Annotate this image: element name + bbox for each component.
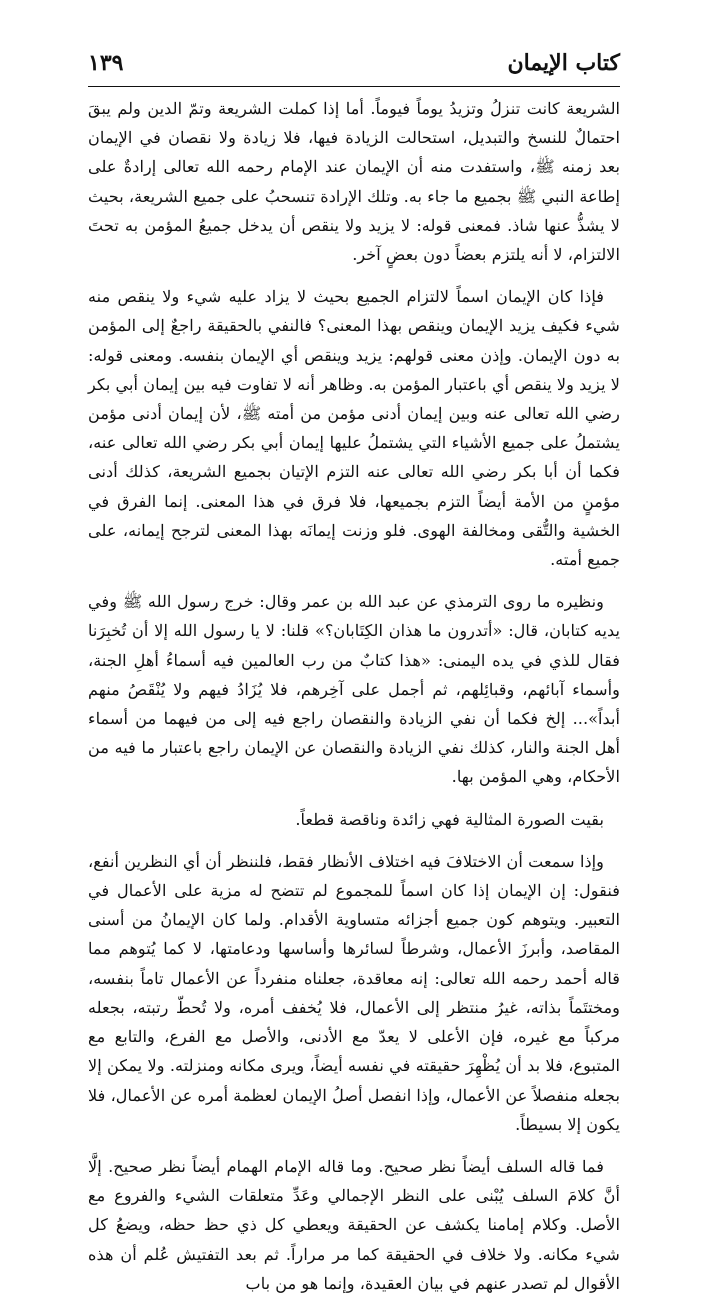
page-body bbox=[88, 94, 620, 1311]
paragraph: الشريعة كانت تنزلُ وتزيدُ يوماً فيوماً. أما إذا كملت الشريعة وتمّ الدين ولم يبقَ احتمالٌ للنسخ والتبديل، استحالت الزيادة فيها، فلا زيادة ولا نقصان في الإيمان بعد زمنه ﷺ، واستفدت منه أن الإيمان عند الإمام رحمه الله تعالى إرادةٌ على إطاعة النبي ﷺ بجميع ما جاء به. وتلك الإرادة تنسحبُ على جميع الشريعة، بحيث لا يشذُّ عنها شاذ. فمعنى قوله: لا يزيد ولا ينقص أن يدخل جميعُ المؤمن به تحتَ الالتزام، لا أنه يلتزم بعضاً دون بعضٍ آخر. bbox=[88, 99, 620, 265]
paragraph: ونظيره ما روى الترمذي عن عبد الله بن عمر وقال: خرج رسول الله ﷺ وفي يديه كتابان، قال: «أتدرون ما هذان الكِتَابان؟» قلنا: لا يا رسول الله إلا أن تُخبِرَنا فقال للذي في يده اليمنى: «هذا كتابٌ من رب العالمين فيه أسماءُ أهلِ الجنة، وأسماء آبائهم، وقبائِلهم، ثم أجمل على آخِرهم، فلا يُزَادُ فيهم ولا يُنْقَصُ منهم أبداً»... إلخ فكما أن نفي الزيادة والنقصان راجع فيه إلى من فيهما من أسماء أهل الجنة والنار، كذلك نفي الزيادة والنقصان عن الإيمان راجع باعتبار ما فيه من الأحكام، وهي المؤمن بها. bbox=[88, 592, 620, 787]
paragraph: فما قاله السلف أيضاً نظر صحيح. وما قاله الإمام الهمام أيضاً نظر صحيح. إلَّا أنَّ كلامَ السلف يُبْنى على النظر الإجمالي وعَدِّ متعلقات الشيء والفروع مع الأصل. وكلام إمامنا يكشف عن الحقيقة ويعطي كل ذي حظ حظه، ويضعُ كل شيء مكانه. ولا خلاف في الحقيقة كما مر مراراً. ثم بعد التفتيش عُلم أن هذه الأقوال لم تصدر عنهم في بيان العقيدة، وإنما هو من باب bbox=[88, 1156, 620, 1293]
paragraph: فإذا كان الإيمان اسماً لالتزام الجميع بحيث لا يزاد عليه شيء ولا ينقص منه شيء فكيف يزيد الإيمان وينقص بهذا المعنى؟ فالنفي بالحقيقة راجعٌ إلى المؤمن به دون الإيمان. وإذن معنى قولهم: يزيد وينقص أي الإيمان بنفسه. ومعنى قوله: لا يزيد ولا ينقص أي باعتبار المؤمن به. وظاهر أنه لا تفاوت فيه بين إيمان أبي بكر رضي الله تعالى عنه وبين إيمان أدنى مؤمن من أمته ﷺ، لأن إيمان أدنى مؤمن يشتملُ على جميع الأشياء التي يشتملُ عليها إيمان أبي بكر رضي الله تعالى عنه، فكما أن أبا بكر رضي الله تعالى عنه التزم الإتيان بجميع الشريعة، كذلك أدنى مؤمنٍ من الأمة أيضاً التزم بجميعها، فلا فرق في هذا المعنى. إنما الفرق في الخشية والتُّقى ومخالفة الهوى. فلو وزنت إيمانَه بهذا المعنى لترجح إيمانه، على جميع أمته. bbox=[88, 287, 620, 570]
running-title: كتاب الإيمان bbox=[507, 50, 620, 76]
page-header bbox=[88, 46, 620, 87]
paragraph: بقيت الصورة المثالية فهي زائدة وناقصة قطعاً. bbox=[295, 809, 604, 829]
paragraph: وإذا سمعت أن الاختلافَ فيه اختلاف الأنظار فقط، فلننظر أن أي النظرين أنفع، فنقول: إن الإيمان إذا كان اسماً للمجموع لم تتضح له مزية على الأعمال في التعبير. ويتوهم كون جميع أجزائه متساوية الأقدام. ولما كان الإيمانُ من أسنى المقاصد، وأبرزَ الأعمال، وشرطاً لسائرها وأساسها ودعامتها، لا كما يُتوهم مما قاله أحمد رحمه الله تعالى: إنه معاقدة، جعلناه منفرداً عن الأعمال تاماً بنفسه، ومختتَماً بذاته، غيرُ منتظر إلى الأعمال، فلا يُخفف أمره، ولا تُحطّ رتبته، بجعله مركباً مع غيره، فإن الأعلى لا يعدّ مع الأدنى، والأصل مع الفرع، والتابع مع المتبوع، فلا بد أن يُظْهِرَ حقيقته في نفسه أيضاً، ويرى مكانه ومنزلته. ولا يمكن إلا بجعله منفصلاً عن الأعمال، وإذا انفصل أصلُ الإيمان لعظمة أمره عن الأعمال، فلا يكون إلا بسيطاً. bbox=[88, 851, 620, 1134]
page-number: ١٣٩ bbox=[88, 50, 124, 76]
